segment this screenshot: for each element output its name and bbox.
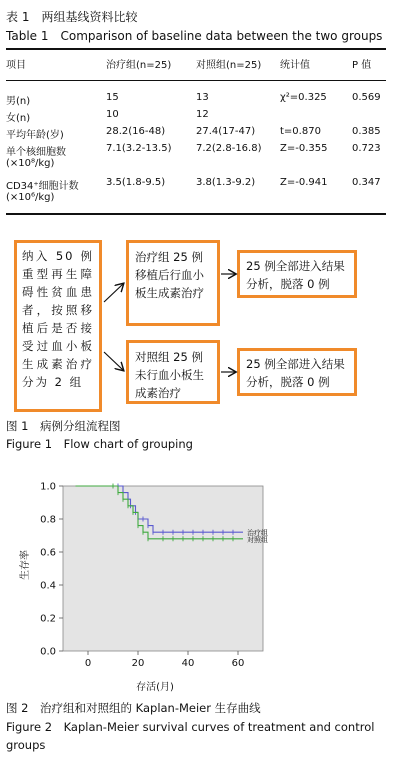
- cell: 3.5(1.8-9.5): [106, 177, 166, 188]
- kaplan-meier-chart: [0, 470, 400, 695]
- x-tick-label: 40: [181, 658, 195, 669]
- cell: 27.4(17-47): [196, 126, 256, 137]
- cell: 男(n): [6, 96, 31, 107]
- flow-box-control-group: 对照组 25 例未行血小板生成素治疗: [126, 340, 220, 404]
- y-axis-label: 生存率: [20, 550, 31, 580]
- x-tick-label: 60: [231, 658, 245, 669]
- flow-box-control-result: 25 例全部进入结果分析，脱落 0 例: [237, 348, 357, 396]
- cell: Z=-0.941: [280, 177, 328, 188]
- y-tick-label: 0.4: [40, 580, 56, 592]
- y-tick-label: 0.0: [40, 646, 56, 658]
- figure1-caption-en: Figure 1 Flow chart of grouping: [6, 437, 193, 451]
- cell: 女(n): [6, 113, 31, 124]
- flow-box-treatment-result: 25 例全部进入结果分析，脱落 0 例: [237, 250, 357, 298]
- header-item: 项目: [6, 60, 26, 71]
- series-label: 对照组: [247, 535, 268, 544]
- y-tick-label: 0.8: [40, 514, 56, 526]
- figure2-caption-cn: 图 2 治疗组和对照组的 Kaplan-Meier 生存曲线: [6, 701, 261, 715]
- figure1-caption-cn: 图 1 病例分组流程图: [6, 419, 121, 433]
- cell: 7.2(2.8-16.8): [196, 143, 262, 154]
- cell: 13: [196, 92, 209, 103]
- plot-area: [63, 486, 263, 651]
- cell: 0.385: [352, 126, 381, 137]
- flow-box-treatment-group: 治疗组 25 例移植后行血小板生成素治疗: [126, 240, 220, 326]
- cell: 0.569: [352, 92, 381, 103]
- arrow-to-treatment: [104, 284, 123, 302]
- header-treatment: 治疗组(n=25): [106, 60, 172, 71]
- series-label: 治疗组: [247, 529, 268, 538]
- cell: 12: [196, 109, 209, 120]
- y-tick-label: 0.2: [40, 613, 56, 625]
- y-tick-label: 0.6: [40, 547, 56, 559]
- cell: 28.2(16-48): [106, 126, 166, 137]
- flow-box-enrollment: 纳入 50 例重型再生障碍性贫血患者，按照移植后是否接受过血小板生成素治疗分为 2 组: [14, 240, 102, 412]
- cell: 平均年龄(岁): [6, 130, 64, 141]
- x-tick-label: 20: [131, 658, 145, 669]
- y-tick-label: 1.0: [40, 481, 56, 493]
- cell: Z=-0.355: [280, 143, 328, 154]
- cell: t=0.870: [280, 126, 321, 137]
- x-tick-label: 0: [84, 658, 92, 669]
- cell: 3.8(1.3-9.2): [196, 177, 256, 188]
- arrow-to-control: [104, 352, 123, 370]
- x-axis-label: 存活(月): [136, 682, 174, 693]
- header-p-value: P 值: [352, 60, 372, 71]
- header-control: 对照组(n=25): [196, 60, 262, 71]
- cell: 0.723: [352, 143, 381, 154]
- table-caption-en: Table 1 Comparison of baseline data between the two groups: [6, 29, 383, 43]
- cell: 10: [106, 109, 119, 120]
- cell: 0.347: [352, 177, 381, 188]
- header-statistic: 统计值: [280, 60, 310, 71]
- cell: 单个核细胞数 (×10⁸/kg): [6, 147, 66, 169]
- table-caption-cn: 表 1 两组基线资料比较: [6, 10, 138, 24]
- cell: 7.1(3.2-13.5): [106, 143, 172, 154]
- cell: χ²=0.325: [280, 92, 327, 103]
- cell: 15: [106, 92, 119, 103]
- cell: CD34⁺细胞计数 (×10⁶/kg): [6, 181, 79, 203]
- figure2-caption-en: Figure 2 Kaplan-Meier survival curves of treatment and control groups: [6, 720, 375, 752]
